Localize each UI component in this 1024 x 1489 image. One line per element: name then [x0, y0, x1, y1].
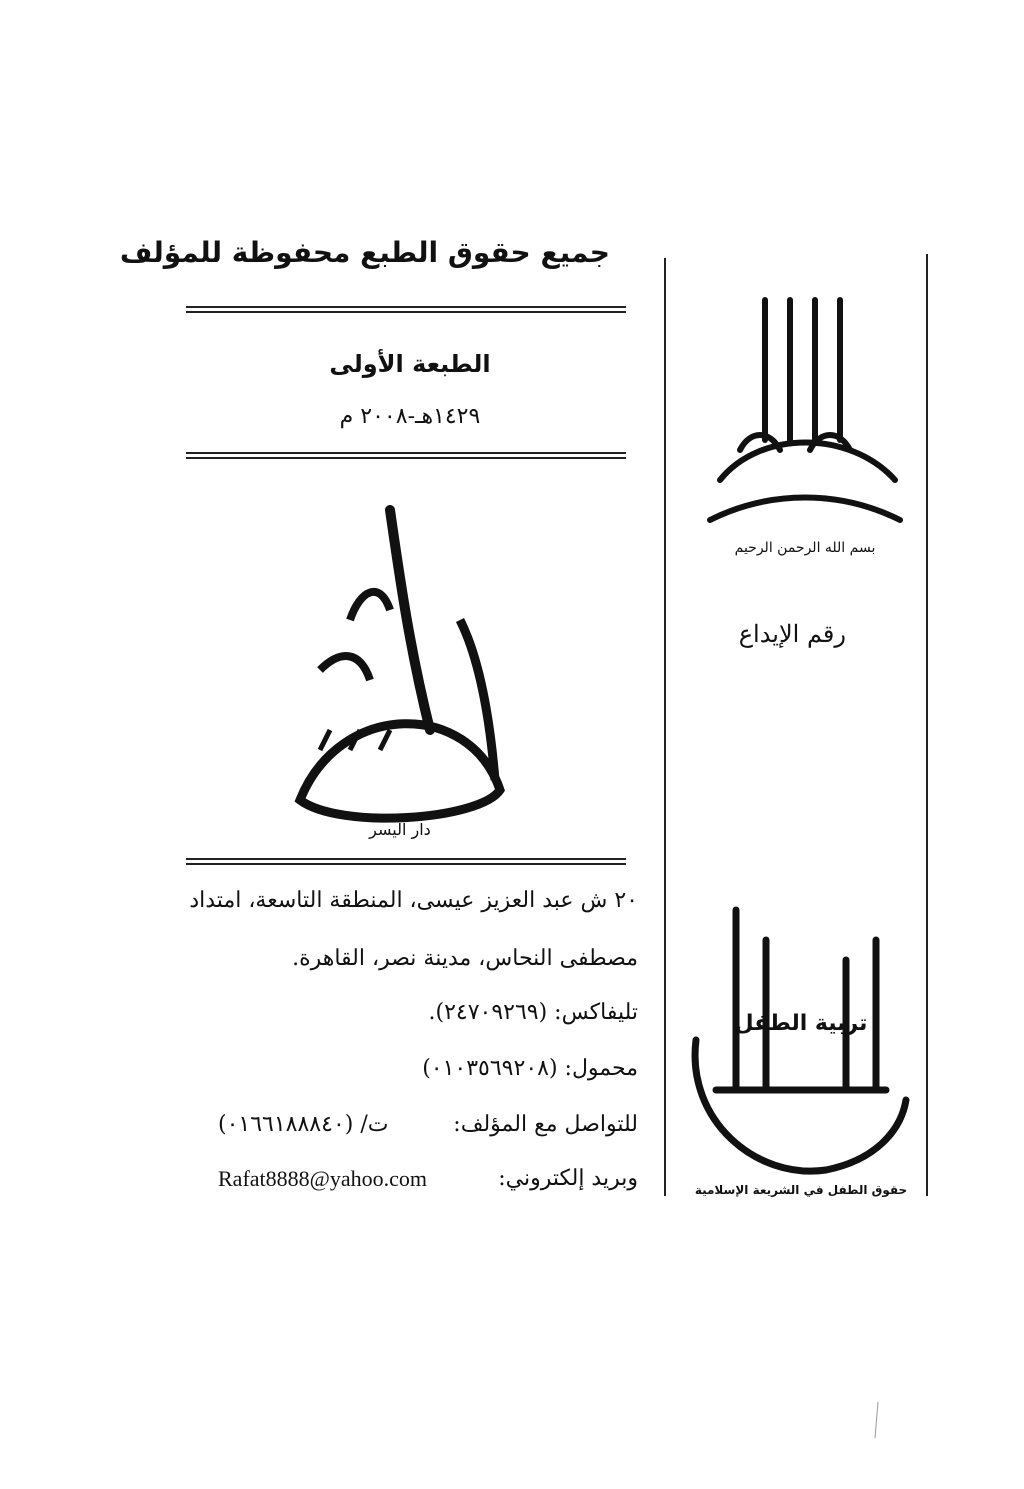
column-divider-left [664, 258, 666, 1196]
scan-stray-mark [872, 1400, 882, 1440]
address-line-2: مصطفى النحاس، مدينة نصر، القاهرة. [292, 946, 638, 971]
basmala-text: بسم الله الرحمن الرحيم [734, 540, 876, 556]
book-title-text: تربية الطفل [734, 1011, 868, 1036]
edition-date: ١٤٢٩هـ-٢٠٠٨ م [339, 404, 481, 429]
publisher-calligraphy-logo [280, 500, 520, 840]
email-label: وبريد إلكتروني: [498, 1166, 638, 1191]
column-divider-right [926, 254, 928, 1196]
author-contact-label: للتواصل مع المؤلف: [453, 1112, 638, 1137]
publisher-logo-text: دار اليسر [369, 820, 431, 839]
mobile-line: محمول: (٠١٠٣٥٦٩٢٠٨) [422, 1056, 638, 1081]
book-subtitle-text: حقوق الطفل في الشريعة الإسلامية [694, 1183, 908, 1197]
author-contact-row [218, 1112, 638, 1137]
book-title-calligraphy [676, 900, 916, 1200]
email-row [218, 1166, 638, 1192]
email-address[interactable]: Rafat8888@yahoo.com [218, 1166, 428, 1191]
address-line-1: ٢٠ ش عبد العزيز عيسى، المنطقة التاسعة، امتداد [189, 888, 638, 913]
copyright-notice: جميع حقوق الطبع محفوظة للمؤلف [119, 236, 610, 269]
double-rule-middle [186, 452, 626, 459]
telfax-line: تليفاكس: (٢٤٧٠٩٢٦٩). [428, 1000, 638, 1025]
double-rule-top [186, 306, 626, 313]
author-phone: ت/ (٠١٦٦١٨٨٨٤٠) [218, 1112, 389, 1137]
double-rule-bottom [186, 858, 626, 865]
edition-title: الطبعة الأولى [329, 350, 491, 378]
basmala-calligraphy [700, 290, 910, 560]
deposit-number-label: رقم الإيداع [738, 620, 846, 648]
